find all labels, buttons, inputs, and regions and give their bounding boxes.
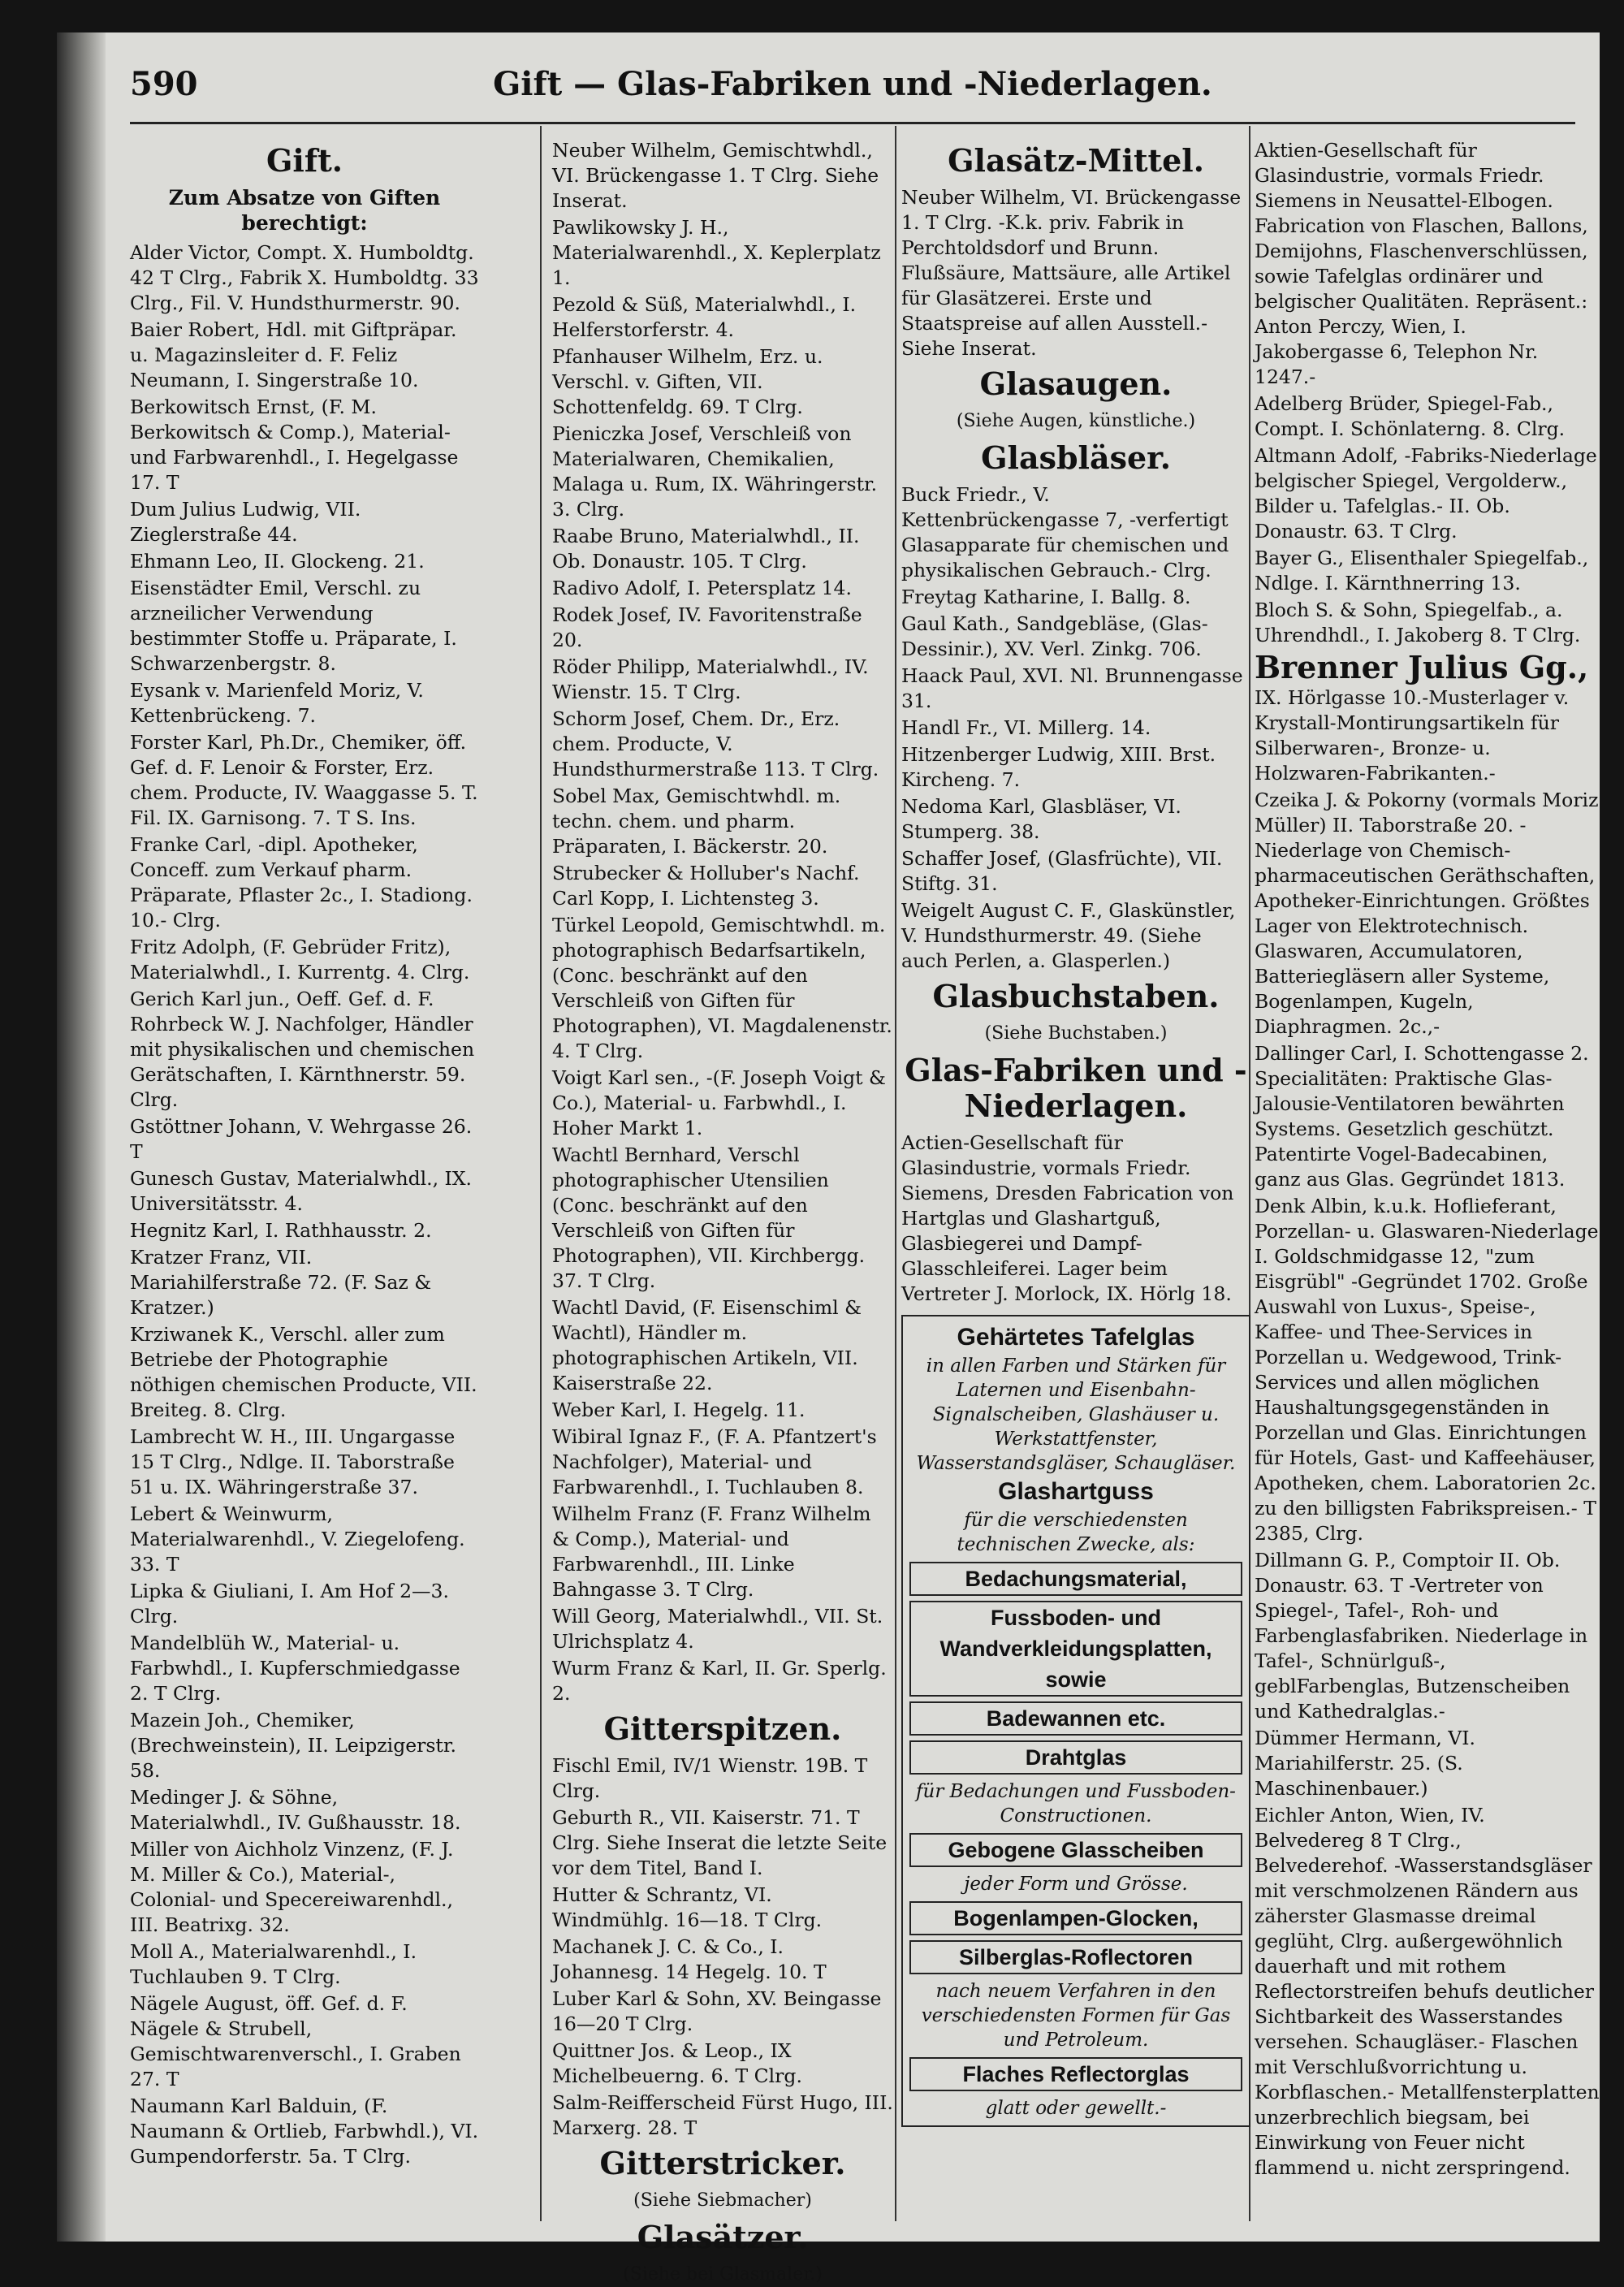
section-heading-gitterstricker: Gitterstricker. <box>599 2145 846 2181</box>
list-item: Dallinger Carl, I. Schottengasse 2. Specialitäten: Praktische Glas-Jalousie-Ventilatoren bewährten Systems. Gesetzlich geschützt. Patentirte Vogel-Badecabinen, ganz aus Glas. Gegründet 1813. <box>1255 1042 1589 1191</box>
ad-banner: Silberglas-Roflectoren <box>909 1940 1242 1974</box>
cross-reference: (Siehe Buchstaben.) <box>984 1023 1168 1044</box>
list-item: Fritz Adolph, (F. Gebrüder Fritz), Materialwhdl., I. Kurrentg. 4. Clrg. <box>130 936 470 984</box>
list-item: Schaffer Josef, (Glasfrüchte), VII. Stiftg. 31. <box>901 847 1223 895</box>
list-item: Eichler Anton, Wien, IV. Belvedereg 8 T Clrg., Belvederehof. -Wasserstandsgläser mit verschmolzenen Rändern aus zäherster Glasmasse dreimal geglüht, Clrg. außergewöhnlich dauerhaft und mit rothem Reflectorstreifen behufs deutlicher Sichtbarkeit des Wasserstandes versehen. Schaugläser.- Flaschen mit Verschlußvorrichtung u. Korbflaschen.- Metallfensterplatten unzerbrechlich biegsam, bei Einwirkung von Feuer nicht flammend u. nicht zerspringend. <box>1255 1804 1600 2179</box>
list-item: Dum Julius Ludwig, VII. Zieglerstraße 44. <box>130 498 361 546</box>
column-4 <box>1255 138 1600 2217</box>
advertisement-box <box>901 1315 1250 2127</box>
list-item: Sobel Max, Gemischtwhdl. m. techn. chem. und pharm. Präparaten, I. Bäckerstr. 20. <box>552 785 841 858</box>
list-item: Wachtl Bernhard, Verschl photographischer Utensilien (Conc. beschränkt auf den Verschleiß von Giften für Photographen), VII. Kirchbergg. 37. T Clrg. <box>552 1144 866 1292</box>
list-item: Lipka & Giuliani, I. Am Hof 2—3. Clrg. <box>130 1580 449 1628</box>
ad-banner: Badewannen etc. <box>909 1701 1242 1736</box>
list-item: Franke Carl, -dipl. Apotheker, Conceff. zum Verkauf pharm. Präparate, Pflaster 2c., I. Stadiong. 10.- Clrg. <box>130 833 473 932</box>
list-item: Berkowitsch Ernst, (F. M. Berkowitsch & Comp.), Material- und Farbwarenhdl., I. Hegelgasse 17. T <box>130 396 459 494</box>
list-item: Pieniczka Josef, Verschleiß von Materialwaren, Chemikalien, Malaga u. Rum, IX. Währingerstr. 3. Clrg. <box>552 422 878 521</box>
ad-text: glatt oder gewellt.- <box>985 2098 1167 2119</box>
list-item: Gunesch Gustav, Materialwhdl., IX. Universitätsstr. 4. <box>130 1167 473 1215</box>
list-item: Dümmer Hermann, VI. Mariahilferstr. 25. (S. Maschinenbauer.) <box>1255 1727 1476 1800</box>
list-item: Schorm Josef, Chem. Dr., Erz. chem. Producte, V. Hundsthurmerstraße 113. T Clrg. <box>552 707 879 780</box>
list-item: Nägele August, öff. Gef. d. F. Nägele & Strubell, Gemischtwarenverschl., I. Graben 27. T <box>130 1992 461 2090</box>
ad-text: für die verschiedensten technischen Zwecke, als: <box>957 1510 1195 1555</box>
list-item: Czeika J. & Pokorny (vormals Moriz Müller) II. Taborstraße 20. -Niederlage von Chemisch-pharmaceutischen Geräthschaften, Apotheker-Einrichtungen. Größtes Lager von Elektrotechnisch. Glaswaren, Accumulatoren, Batteriegläsern aller Systeme, Bogenlampen, Kugeln, Diaphragmen. 2c.,- <box>1255 789 1599 1038</box>
list-item: Mazein Joh., Chemiker, (Brechweinstein), II. Leipzigerstr. 58. <box>130 1709 457 1782</box>
ad-banner: Bedachungsmaterial, <box>909 1562 1242 1596</box>
ad-banner: Fussboden- und Wandverkleidungsplatten, sowie <box>909 1601 1242 1697</box>
ad-banner: Flaches Reflectorglas <box>909 2057 1242 2091</box>
list-item: Adelberg Brüder, Spiegel-Fab., Compt. I. Schönlaterng. 8. Clrg. <box>1255 392 1566 440</box>
list-item: Handl Fr., VI. Millerg. 14. <box>901 716 1151 739</box>
list-item: Lambrecht W. H., III. Ungargasse 15 T Clrg., Ndlge. II. Taborstraße 51 u. IX. Währingerstraße 37. <box>130 1425 456 1498</box>
ad-text: in allen Farben und Stärken für Laternen und Eisenbahn-Signalscheiben, Glashäuser u. Werkstattfenster, Wasserstandsgläser, Schaugläser. <box>916 1355 1236 1474</box>
column-divider-2 <box>895 126 896 2221</box>
list-item: Raabe Bruno, Materialwhdl., II. Ob. Donaustr. 105. T Clrg. <box>552 525 860 573</box>
list-item: Actien-Gesellschaft für Glasindustrie, vormals Friedr. Siemens, Dresden Fabrication von Hartglas und Glashartguß, Glasbiegerei und Dampf-Glasschleiferei. Lager beim Vertreter J. Morlock, IX. Hörlg 18. <box>901 1131 1234 1305</box>
section-heading-glasaetzer: Glasätzer. <box>637 2219 809 2255</box>
page-number: 590 <box>130 65 198 103</box>
list-item: Wibiral Ignaz F., (F. A. Pfantzert's Nachfolger), Material- und Farbwarenhdl., I. Tuchlauben 8. <box>552 1425 877 1498</box>
list-item: Strubecker & Holluber's Nachf. Carl Kopp, I. Lichtensteg 3. <box>552 862 860 910</box>
book-spine <box>57 32 106 2242</box>
list-item: Wilhelm Franz (F. Franz Wilhelm & Comp.), Material- und Farbwarenhdl., III. Linke Bahngasse 3. T Clrg. <box>552 1502 871 1601</box>
list-item: Naumann Karl Balduin, (F. Naumann & Ortlieb, Farbwhdl.), VI. Gumpendorferstr. 5a. T Clrg. <box>130 2095 479 2168</box>
list-item: Luber Karl & Sohn, XV. Beingasse 16—20 T Clrg. <box>552 1987 882 2035</box>
list-item: Denk Albin, k.u.k. Hoflieferant, Porzellan- u. Glaswaren-Niederlage I. Goldschmidgasse 12, "zum Eisgrübl" -Gegründet 1702. Große Auswahl von Luxus-, Speise-, Kaffee- und Thee-Services in Porzellan u. Wedgewood, Trink-Services und allen möglichen Haushaltungsgegenständen in Porzellan und Glas. Einrichtungen für Hotels, Gast- und Kaffeehäuser, Apotheken, chem. Laboratorien 2c. zu den billigsten Fabrikspreisen.- T 2385, Clrg. <box>1255 1195 1599 1545</box>
list-item: Hegnitz Karl, I. Rathhausstr. 2. <box>130 1219 432 1242</box>
list-item: Pawlikowsky J. H., Materialwarenhdl., X. Keplerplatz 1. <box>552 216 881 289</box>
list-item: Röder Philipp, Materialwhdl., IV. Wienstr. 15. T Clrg. <box>552 655 869 703</box>
list-item: Bayer G., Elisenthaler Spiegelfab., Ndlge. I. Kärnthnerring 13. <box>1255 547 1589 594</box>
cross-reference: (Siehe Augen, künstliche.) <box>956 411 1196 431</box>
column-divider-1 <box>540 126 542 2221</box>
list-item: Weber Karl, I. Hegelg. 11. <box>552 1399 806 1421</box>
cross-reference: (Siehe Siebmacher) <box>633 2190 812 2211</box>
page-title: Gift — Glas-Fabriken und -Niederlagen. <box>493 65 1212 103</box>
list-item: Buck Friedr., V. Kettenbrückengasse 7, -verfertigt Glasapparate für chemischen und physikalischen Gebrauch.- Clrg. <box>901 483 1229 581</box>
list-item: Freytag Katharine, I. Ballg. 8. <box>901 586 1191 608</box>
section-heading-glasaugen: Glasaugen. <box>979 365 1173 402</box>
list-item: Gerich Karl jun., Oeff. Gef. d. F. Rohrbeck W. J. Nachfolger, Händler mit physikalischen und chemischen Gerätschaften, I. Kärnthnerstr. 59. Clrg. <box>130 988 475 1111</box>
list-item: Alder Victor, Compt. X. Humboldtg. 42 T Clrg., Fabrik X. Humboldtg. 33 Clrg., Fil. V. Hundsthurmerstr. 90. <box>130 241 479 314</box>
list-item: Neuber Wilhelm, VI. Brückengasse 1. T Clrg. -K.k. priv. Fabrik in Perchtoldsdorf und Brunn. Flußsäure, Mattsäure, alle Artikel für Glasätzerei. Erste und Staatspreise auf allen Ausstell.- Siehe Inserat. <box>901 186 1242 360</box>
ad-title: Glashartguss <box>998 1478 1154 1505</box>
section-heading-gitterspitzen: Gitterspitzen. <box>603 1710 842 1747</box>
ad-text: nach neuem Verfahren in den verschiedensten Formen für Gas und Petroleum. <box>921 1981 1231 2051</box>
ad-text: für Bedachungen und Fussboden-Constructionen. <box>916 1781 1236 1827</box>
section-subheading: Zum Absatze von Giften berechtigt: <box>168 186 441 235</box>
list-item: Eysank v. Marienfeld Moriz, V. Kettenbrückeng. 7. <box>130 679 424 727</box>
list-item: Weigelt August C. F., Glaskünstler, V. Hundsthurmerstr. 49. (Siehe auch Perlen, a. Glasperlen.) <box>901 899 1236 972</box>
list-item: Will Georg, Materialwhdl., VII. St. Ulrichsplatz 4. <box>552 1605 883 1653</box>
list-item: Fischl Emil, IV/1 Wienstr. 19B. T Clrg. <box>552 1754 868 1802</box>
list-item: Eisenstädter Emil, Verschl. zu arzneilicher Verwendung bestimmter Stoffe u. Präparate, I. Schwarzenbergstr. 8. <box>130 577 457 675</box>
list-item: Forster Karl, Ph.Dr., Chemiker, öff. Gef. d. F. Lenoir & Forster, Erz. chem. Producte, IV. Waaggasse 5. T. Fil. IX. Garnisong. 7. T S. Ins. <box>130 731 478 829</box>
directory-page <box>57 32 1600 2285</box>
column-2 <box>552 138 893 2285</box>
list-item: Türkel Leopold, Gemischtwhdl. m. photographisch Bedarfsartikeln, (Conc. beschränkt auf den Verschleiß von Giften für Photographen), VI. Magdalenenstr. 4. T Clrg. <box>552 914 892 1062</box>
list-item: Wachtl David, (F. Eisenschiml & Wachtl), Händler m. photographischen Artikeln, VII. Kaiserstraße 22. <box>552 1296 862 1394</box>
ad-banner: Gebogene Glasscheiben <box>909 1833 1242 1867</box>
list-item: Neuber Wilhelm, Gemischtwhdl., VI. Brückengasse 1. T Clrg. Siehe Inserat. <box>552 139 879 212</box>
ad-banner: Drahtglas <box>909 1740 1242 1775</box>
list-item: Voigt Karl sen., -(F. Joseph Voigt & Co.), Material- u. Farbwhdl., I. Hoher Markt 1. <box>552 1066 886 1139</box>
list-item: Nedoma Karl, Glasbläser, VI. Stumperg. 38. <box>901 795 1181 843</box>
list-item: Gaul Kath., Sandgebläse, (Glas-Dessinir.), XV. Verl. Zinkg. 706. <box>901 612 1208 660</box>
list-item: Quittner Jos. & Leop., IX Michelbeuerng. 6. T Clrg. <box>552 2039 802 2087</box>
list-item: Lebert & Weinwurm, Materialwarenhdl., V. Ziegelofeng. 33. T <box>130 1502 465 1576</box>
column-1 <box>130 138 479 2217</box>
featured-entry-name: Brenner Julius Gg., <box>1255 649 1589 685</box>
section-heading-glasaetzmittel: Glasätz-Mittel. <box>948 142 1204 179</box>
list-item: Mandelblüh W., Material- u. Farbwhdl., I. Kupferschmiedgasse 2. T Clrg. <box>130 1632 460 1705</box>
page-header <box>130 65 1575 122</box>
section-heading-gift: Gift. <box>266 142 343 179</box>
list-item: Gstöttner Johann, V. Wehrgasse 26. T <box>130 1115 473 1163</box>
list-item: Wurm Franz & Karl, II. Gr. Sperlg. 2. <box>552 1657 887 1705</box>
list-item: Dillmann G. P., Comptoir II. Ob. Donaustr. 63. T -Vertreter von Spiegel-, Tafel-, Roh- und Farbenglasfabriken. Niederlage in Tafel-, Schnürlguß-, geblFarbenglas, Butzenscheiben und Kathedralglas.- <box>1255 1549 1588 1723</box>
section-heading-glasblaeser: Glasbläser. <box>981 439 1171 476</box>
list-item: Aktien-Gesellschaft für Glasindustrie, vormals Friedr. Siemens in Neusattel-Elbogen. Fabrication von Flaschen, Ballons, Demijohns, Flaschenverschlüssen, sowie Tafelglas ordinärer und belgischer Qualitäten. Repräsent.: Anton Perczy, Wien, I. Jakobergasse 6, Telephon Nr. 1247.- <box>1255 139 1588 388</box>
list-item: Krziwanek K., Verschl. aller zum Betriebe der Photographie nöthigen chemischen Producte, VII. Breiteg. 8. Clrg. <box>130 1323 477 1421</box>
ad-title: Gehärtetes Tafelglas <box>957 1324 1195 1351</box>
list-item: Haack Paul, XVI. Nl. Brunnengasse 31. <box>901 664 1243 712</box>
list-item: Machanek J. C. & Co., I. Johannesg. 14 Hegelg. 10. T <box>552 1935 827 1983</box>
list-item: Ehmann Leo, II. Glockeng. 21. <box>130 550 425 573</box>
column-3 <box>901 138 1250 2217</box>
ad-text: jeder Form und Grösse. <box>964 1874 1188 1895</box>
list-item: Bloch S. & Sohn, Spiegelfab., a. Uhrendhdl., I. Jakoberg 8. T Clrg. <box>1255 599 1581 646</box>
section-heading-glasbuchstaben: Glasbuchstaben. <box>932 978 1220 1014</box>
list-item: Kratzer Franz, VII. Mariahilferstraße 72. (F. Saz & Kratzer.) <box>130 1246 432 1319</box>
list-item: Miller von Aichholz Vinzenz, (F. J. M. Miller & Co.), Material-, Colonial- und Specereiwarenhdl., III. Beatrixg. 32. <box>130 1838 454 1936</box>
list-item: Moll A., Materialwarenhdl., I. Tuchlauben 9. T Clrg. <box>130 1940 417 1988</box>
section-heading-glasfabriken: Glas-Fabriken und -Niederlagen. <box>905 1052 1247 1124</box>
list-item: Medinger J. & Söhne, Materialwhdl., IV. Gußhausstr. 18. <box>130 1786 461 1834</box>
list-item: IX. Hörlgasse 10.-Musterlager v. Krystall-Montirungsartikeln für Silberwaren-, Bronze- u. Holzwaren-Fabrikanten.- <box>1255 686 1570 785</box>
header-rule <box>130 122 1575 124</box>
list-item: Altmann Adolf, -Fabriks-Niederlage belgischer Spiegel, Vergolderw., Bilder u. Tafelglas.- II. Ob. Donaustr. 63. T Clrg. <box>1255 444 1597 543</box>
list-item: Hitzenberger Ludwig, XIII. Brst. Kircheng. 7. <box>901 743 1216 791</box>
list-item: Salm-Reifferscheid Fürst Hugo, III. Marxerg. 28. T <box>552 2091 893 2139</box>
ad-banner: Bogenlampen-Glocken, <box>909 1901 1242 1935</box>
list-item: Hutter & Schrantz, VI. Windmühlg. 16—18. T Clrg. <box>552 1883 823 1931</box>
list-item: Rodek Josef, IV. Favoritenstraße 20. <box>552 603 862 651</box>
list-item: Baier Robert, Hdl. mit Giftpräpar. u. Magazinsleiter d. F. Feliz Neumann, I. Singerstraße 10. <box>130 318 457 391</box>
cross-reference: (Siehe bei Glasmaler.) <box>623 2264 823 2285</box>
list-item: Radivo Adolf, I. Petersplatz 14. <box>552 577 852 599</box>
list-item: Pezold & Süß, Materialwhdl., I. Helferstorferstr. 4. <box>552 293 857 341</box>
list-item: Geburth R., VII. Kaiserstr. 71. T Clrg. Siehe Inserat die letzte Seite vor dem Titel, Band I. <box>552 1806 888 1879</box>
list-item: Pfanhauser Wilhelm, Erz. u. Verschl. v. Giften, VII. Schottenfeldg. 69. T Clrg. <box>552 345 823 418</box>
